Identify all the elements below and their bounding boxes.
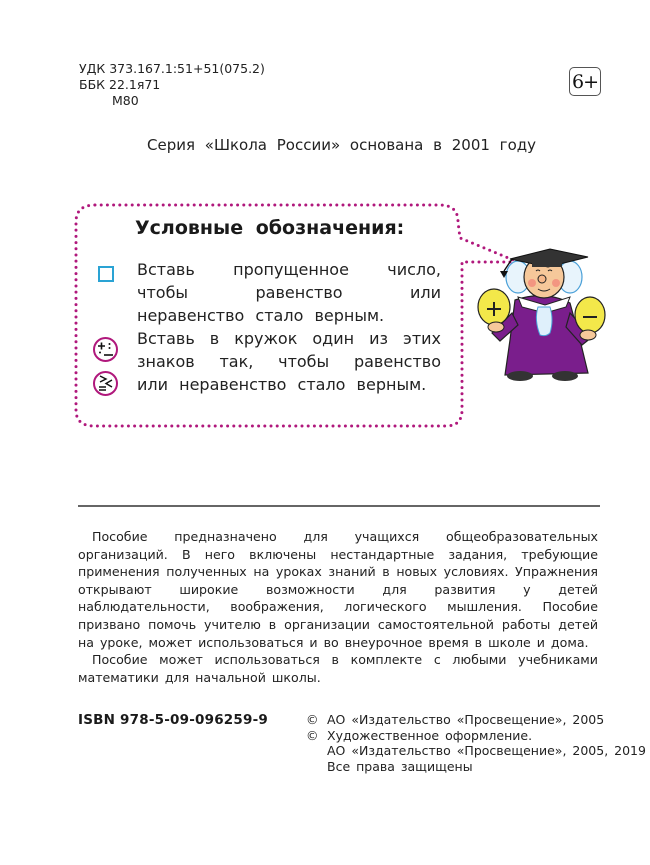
bbk-code: ББК 22.1я71 [79,77,161,92]
author-mark: М80 [112,93,139,108]
description-paragraph: Пособие предназначено для учащихся общеобразовательных организаций. В него включены нестандартные задания, требующие применения полученных на уроках знаний в новых условиях. Упражнения открывают широкие возможности для развития у детей наблюдательности, воображения, логического мышления. Пособие призвано помочь учителю в организации самостоятельной работы детей на уроке, может использоваться и во внеурочное время в школе и дома. [78,529,598,650]
plus-minus-divide-circle-icon [93,337,118,362]
book-description [78,528,598,686]
copyright-icon: © [306,712,319,727]
professor-illustration [470,245,620,385]
empty-square-icon [98,266,114,282]
copyright-line: АО «Издательство «Просвещение», 2005, 2019 [327,743,646,758]
udk-code: УДК 373.167.1:51+51(075.2) [79,61,265,76]
copyright-icon: © [306,727,319,743]
legend-title: Условные обозначения: [135,217,405,239]
copyright-line: Все права защищены [327,758,473,774]
series-line: Серия «Школа России» основана в 2001 году [147,136,536,154]
copyright-line: © Художественное оформление. [306,727,533,743]
copyright-line: © АО «Издательство «Просвещение», 2005 [306,712,605,727]
horizontal-rule [78,505,600,507]
isbn: ISBN 978-5-09-096259-9 [78,712,268,728]
copyright-block [306,712,646,774]
legend-item-missing-number: Вставь пропущенное число, чтобы равенство или неравенство стало верным. [137,260,441,325]
description-paragraph: Пособие может использоваться в комплекте с любыми учебниками математики для начальной школы. [78,652,598,685]
compare-signs-circle-icon [93,371,118,396]
age-rating-badge: 6+ [569,67,601,96]
legend-item-insert-sign: Вставь в кружок один из этих знаков так, чтобы равенство или неравенство стало верным. [137,329,441,394]
